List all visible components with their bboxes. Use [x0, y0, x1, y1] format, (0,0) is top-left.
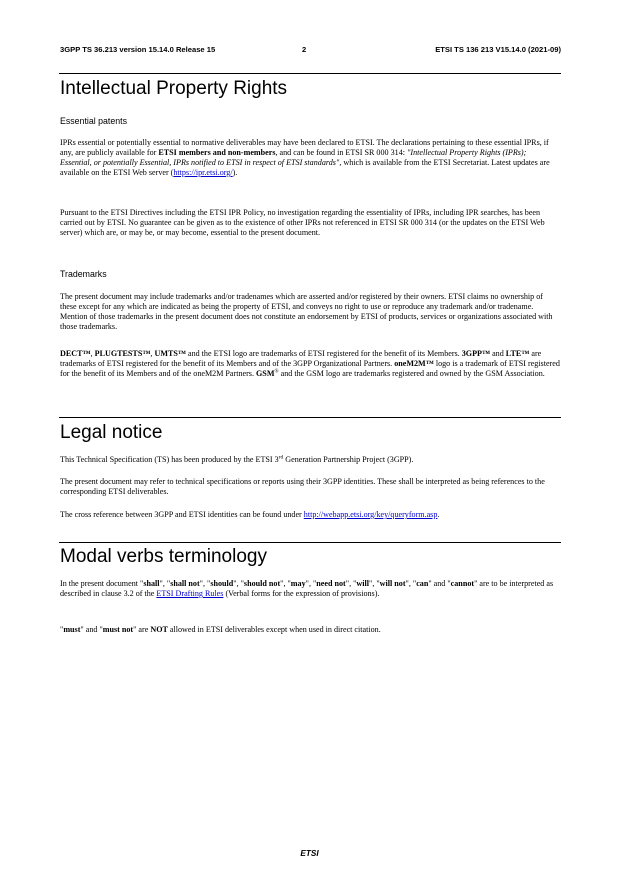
- legal-notice-title: Legal notice: [60, 422, 163, 443]
- essential-patents-paragraph: IPRs essential or potentially essential to normative deliverables may have been declared to ETSI. The declarations pertaining to these essential IPRs, if any, are publicly available for ETSI members and non-members, and can be found in ETSI SR 000 314: "Intellectual Property Rights (IPRs); Essential, or potentially Essential, IPRs notified to ETSI in respect of ETSI standards", which is available from the ETSI Secretariat. Latest updates are available on the ETSI Web server (https://ipr.etsi.org/).: [60, 138, 550, 177]
- ipr-policy-paragraph: Pursuant to the ETSI Directives including the ETSI IPR Policy, no investigation regarding the essentiality of IPRs, including IPR searches, has been carried out by ETSI. No guarantee can be given as to the existence of other IPRs not referenced in ETSI SR 000 314 (or the updates on the ETSI Web server) which are, or may be, or may become, essential to the present document.: [60, 208, 545, 237]
- essential-patents-heading: Essential patents: [60, 116, 127, 126]
- section-divider: [59, 417, 561, 418]
- drafting-rules-link[interactable]: ETSI Drafting Rules: [156, 589, 224, 598]
- header-etsi-ref: ETSI TS 136 213 V15.14.0 (2021-09): [435, 45, 561, 54]
- legal-notice-paragraph-1: This Technical Specification (TS) has been produced by the ETSI 3rd Generation Partnership Project (3GPP).: [60, 454, 414, 464]
- legal-notice-paragraph-3: The cross reference between 3GPP and ETSI identities can be found under http://webapp.etsi.org/key/queryform.asp.: [60, 510, 440, 519]
- modal-verbs-title: Modal verbs terminology: [60, 546, 267, 567]
- trademarks-paragraph: The present document may include trademarks and/or tradenames which are asserted and/or registered by their owners. ETSI claims no ownership of these except for any which are indicated as being the property of ETSI, and conveys no right to use or reproduce any trademark and/or tradename. Mention of those trademarks in the present document does not constitute an endorsement by ETSI of products, services or organizations associated with those trademarks.: [60, 292, 553, 331]
- ipr-link[interactable]: https://ipr.etsi.org/: [173, 168, 233, 177]
- footer-etsi: ETSI: [300, 849, 319, 858]
- section-divider: [59, 542, 561, 543]
- modal-verbs-paragraph-1: In the present document "shall", "shall not", "should", "should not", "may", "need not", "will", "will not", "can" and "cannot" are to be interpreted as described in clause 3.2 of the ETSI Drafting Rules (Verbal forms for the expression of provisions).: [60, 579, 554, 598]
- header-page-number: 2: [302, 45, 307, 54]
- modal-verbs-paragraph-2: "must" and "must not" are NOT allowed in ETSI deliverables except when used in direct citation.: [60, 625, 381, 634]
- header-spec-version: 3GPP TS 36.213 version 15.14.0 Release 15: [60, 45, 216, 54]
- ipr-title: Intellectual Property Rights: [60, 78, 288, 99]
- trademarks-heading: Trademarks: [60, 269, 107, 279]
- section-divider: [59, 73, 561, 74]
- queryform-link[interactable]: http://webapp.etsi.org/key/queryform.asp: [303, 510, 438, 519]
- trademark-list-paragraph: DECT™, PLUGTESTS™, UMTS™ and the ETSI logo are trademarks of ETSI registered for the benefit of its Members. 3GPP™ and LTE™ are trademarks of ETSI registered for the benefit of its Members and of the 3GPP Organizational Partners. oneM2M™ logo is a trademark of ETSI registered for the benefit of its Members and of the oneM2M Partners. GSM® and the GSM logo are trademarks registered and owned by the GSM Association.: [60, 349, 560, 378]
- legal-notice-paragraph-2: The present document may refer to technical specifications or reports using their 3GPP identities. These shall be interpreted as being references to the corresponding ETSI deliverables.: [60, 477, 545, 496]
